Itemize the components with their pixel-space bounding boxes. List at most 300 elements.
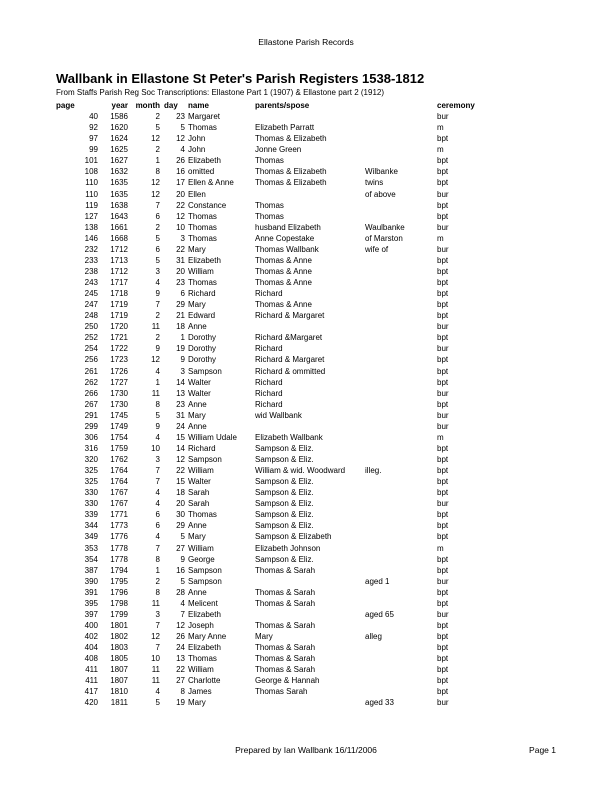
cell-month: 2 [155, 222, 160, 232]
cell-day: 29 [176, 521, 185, 531]
cell-parents [255, 421, 365, 432]
cell-day: 12 [176, 134, 185, 144]
cell-year: 1717 [110, 278, 128, 287]
cell-name: John [188, 145, 206, 155]
cell-year: 1767 [110, 488, 128, 498]
cell-year: 1718 [110, 289, 128, 299]
cell-name: Dorothy [188, 344, 217, 354]
cell-ceremony: bur [437, 189, 449, 199]
table-row [56, 211, 497, 222]
cell-name: Charlotte [188, 676, 221, 686]
cell-name: Sarah [188, 499, 210, 509]
cell-month: 2 [155, 333, 160, 343]
cell-parents: Thomas [255, 211, 284, 221]
cell-name: Anne [188, 322, 207, 332]
cell-month: 9 [155, 421, 160, 431]
cell-note [365, 288, 437, 299]
cell-day: 18 [176, 322, 185, 332]
cell-parents: Richard [255, 377, 283, 387]
cell-parents: Thomas & Sarah [255, 654, 316, 664]
cell-year: 1586 [110, 112, 128, 122]
table-row [56, 133, 497, 144]
cell-name: Elizabeth [188, 156, 221, 166]
table-row [56, 509, 497, 520]
cell-day: 15 [176, 477, 185, 487]
cell-name: John [188, 134, 206, 144]
cell-page: 387 [84, 565, 98, 575]
table-row [56, 487, 497, 498]
cell-parents: Richard &Margaret [255, 333, 323, 343]
cell-ceremony: bpt [437, 587, 449, 597]
cell-day: 3 [180, 233, 185, 243]
cell-parents [255, 189, 365, 200]
cell-name: William [188, 665, 214, 675]
cell-ceremony: bpt [437, 278, 449, 287]
cell-month: 1 [155, 156, 160, 166]
cell-parents [255, 321, 365, 332]
cell-month: 10 [151, 443, 160, 453]
cell-day: 22 [176, 466, 185, 476]
cell-month: 7 [155, 620, 160, 630]
cell-note [365, 111, 437, 122]
cell-name: Walter [188, 388, 211, 398]
cell-year: 1722 [110, 344, 128, 354]
cell-name: Sampson [188, 565, 222, 575]
column-header-notes [365, 100, 437, 111]
cell-year: 1624 [110, 134, 128, 144]
cell-year: 1771 [110, 510, 128, 520]
table-row [56, 122, 497, 133]
cell-parents [255, 609, 365, 620]
cell-page: 402 [84, 632, 98, 641]
cell-name: Sampson [188, 576, 222, 586]
cell-parents: wid Wallbank [255, 410, 302, 420]
cell-day: 24 [176, 643, 185, 653]
cell-parents: Thomas & Sarah [255, 620, 316, 630]
cell-parents: Sampson & Eliz. [255, 488, 314, 498]
cell-year: 1764 [110, 477, 128, 487]
cell-ceremony: bur [437, 499, 449, 509]
cell-year: 1776 [110, 532, 128, 542]
cell-day: 10 [176, 222, 185, 232]
cell-month: 12 [151, 632, 160, 641]
cell-page: 261 [84, 366, 98, 376]
cell-month: 6 [155, 211, 160, 221]
cell-name: Joseph [188, 620, 214, 630]
cell-note [365, 277, 437, 288]
cell-note [365, 211, 437, 222]
cell-parents: Thomas & Elizabeth [255, 178, 327, 188]
cell-ceremony: bpt [437, 466, 449, 476]
cell-note [365, 255, 437, 266]
cell-month: 4 [155, 499, 160, 509]
cell-name: Mary [188, 698, 206, 708]
table-row [56, 366, 497, 377]
cell-year: 1627 [110, 156, 128, 166]
table-row [56, 354, 497, 365]
cell-year: 1635 [110, 178, 128, 188]
cell-year: 1759 [110, 443, 128, 453]
cell-ceremony: bpt [437, 377, 449, 387]
cell-year: 1803 [110, 643, 128, 653]
cell-ceremony: bpt [437, 521, 449, 531]
cell-name: Thomas [188, 654, 217, 664]
cell-note [365, 686, 437, 697]
cell-parents: Sampson & Eliz. [255, 510, 314, 520]
cell-year: 1778 [110, 554, 128, 564]
cell-ceremony: bpt [437, 687, 449, 697]
cell-day: 13 [176, 388, 185, 398]
table-header-row [56, 100, 497, 111]
cell-month: 7 [155, 466, 160, 476]
cell-note [365, 321, 437, 332]
cell-month: 7 [155, 300, 160, 310]
cell-month: 4 [155, 687, 160, 697]
cell-year: 1764 [110, 466, 128, 476]
cell-month: 7 [155, 543, 160, 553]
cell-name: Sampson [188, 366, 222, 376]
cell-parents [255, 576, 365, 587]
cell-year: 1643 [110, 211, 128, 221]
cell-note: twins [365, 178, 384, 188]
cell-day: 13 [176, 654, 185, 664]
cell-note [365, 354, 437, 365]
cell-page: 252 [84, 333, 98, 343]
cell-page: 404 [84, 643, 98, 653]
cell-page: 325 [84, 466, 98, 476]
table-row [56, 343, 497, 354]
cell-day: 16 [176, 565, 185, 575]
cell-month: 4 [155, 366, 160, 376]
cell-parents: Thomas & Sarah [255, 565, 316, 575]
cell-page: 146 [84, 233, 98, 243]
cell-year: 1745 [110, 410, 128, 420]
table-row [56, 377, 497, 388]
cell-month: 8 [155, 167, 160, 177]
cell-parents: Richard & Margaret [255, 311, 325, 321]
table-row [56, 531, 497, 542]
table-row [56, 321, 497, 332]
cell-ceremony: m [437, 233, 444, 243]
table-row [56, 189, 497, 200]
cell-page: 267 [84, 399, 98, 409]
cell-year: 1721 [110, 333, 128, 343]
cell-page: 110 [85, 178, 98, 188]
cell-day: 26 [176, 632, 185, 641]
cell-note [365, 155, 437, 166]
cell-year: 1801 [110, 620, 128, 630]
cell-note: of above [365, 189, 396, 199]
cell-page: 108 [84, 167, 98, 177]
cell-day: 3 [180, 366, 185, 376]
cell-ceremony: bur [437, 410, 449, 420]
cell-day: 22 [176, 665, 185, 675]
cell-month: 12 [151, 355, 160, 365]
cell-day: 27 [176, 676, 185, 686]
table-row [56, 310, 497, 321]
cell-page: 420 [84, 698, 98, 708]
cell-note [365, 421, 437, 432]
cell-ceremony: bur [437, 322, 449, 332]
cell-parents: Richard & Margaret [255, 355, 325, 365]
cell-page: 325 [84, 477, 98, 487]
cell-ceremony: bpt [437, 200, 449, 210]
cell-ceremony: bpt [437, 565, 449, 575]
cell-parents: Thomas [255, 156, 284, 166]
cell-month: 8 [155, 554, 160, 564]
cell-note [365, 144, 437, 155]
cell-name: William [188, 266, 214, 276]
cell-name: Ellen & Anne [188, 178, 234, 188]
cell-month: 5 [155, 255, 160, 265]
cell-parents: Thomas & Anne [255, 300, 312, 310]
cell-note: alleg [365, 632, 382, 641]
cell-page: 339 [84, 510, 98, 520]
cell-parents: Thomas Sarah [255, 687, 308, 697]
table-row [56, 543, 497, 554]
cell-month: 4 [155, 278, 160, 287]
cell-note [365, 332, 437, 343]
cell-month: 8 [155, 399, 160, 409]
cell-day: 23 [176, 112, 185, 122]
cell-parents [255, 111, 365, 122]
cell-day: 28 [176, 587, 185, 597]
cell-note [365, 310, 437, 321]
cell-parents: Elizabeth Wallbank [255, 432, 323, 442]
cell-ceremony: bpt [437, 366, 449, 376]
cell-ceremony: bpt [437, 255, 449, 265]
cell-ceremony: bur [437, 112, 449, 122]
column-header-name: name [188, 101, 209, 110]
cell-month: 1 [155, 377, 160, 387]
cell-year: 1632 [110, 167, 128, 177]
table-row [56, 399, 497, 410]
cell-ceremony: bur [437, 698, 449, 708]
cell-day: 12 [176, 620, 185, 630]
cell-day: 1 [180, 333, 185, 343]
cell-year: 1810 [110, 687, 128, 697]
column-header-page: page [56, 101, 75, 110]
table-row [56, 454, 497, 465]
cell-day: 20 [176, 189, 185, 199]
table-row [56, 465, 497, 476]
cell-note: aged 65 [365, 609, 394, 619]
cell-page: 391 [84, 587, 98, 597]
cell-ceremony: bpt [437, 211, 449, 221]
cell-name: William [188, 543, 214, 553]
cell-page: 119 [85, 200, 98, 210]
cell-ceremony: bpt [437, 598, 449, 608]
cell-name: Mary Anne [188, 632, 227, 641]
cell-day: 23 [176, 399, 185, 409]
cell-note: wife of [365, 244, 389, 254]
cell-page: 316 [84, 443, 98, 453]
cell-name: Anne [188, 587, 207, 597]
cell-page: 233 [84, 255, 98, 265]
cell-year: 1712 [110, 266, 128, 276]
cell-name: James [188, 687, 212, 697]
cell-month: 6 [155, 244, 160, 254]
cell-month: 2 [155, 311, 160, 321]
column-header-ceremony: ceremony [437, 101, 475, 110]
cell-name: Thomas [188, 233, 217, 243]
cell-page: 344 [84, 521, 98, 531]
cell-page: 397 [84, 609, 98, 619]
cell-ceremony: bur [437, 609, 449, 619]
cell-day: 8 [180, 687, 185, 697]
cell-name: Thomas [188, 510, 217, 520]
cell-ceremony: bpt [437, 134, 449, 144]
cell-page: 291 [84, 410, 98, 420]
cell-page: 110 [85, 189, 98, 199]
cell-name: Elizabeth [188, 643, 221, 653]
cell-month: 1 [155, 565, 160, 575]
cell-name: Mary [188, 244, 206, 254]
cell-page: 247 [84, 300, 98, 310]
cell-day: 15 [176, 432, 185, 442]
cell-ceremony: bpt [437, 488, 449, 498]
cell-parents: Richard [255, 344, 283, 354]
cell-month: 3 [155, 455, 160, 464]
cell-name: Walter [188, 477, 211, 487]
cell-page: 400 [84, 620, 98, 630]
cell-month: 5 [155, 410, 160, 420]
cell-page: 349 [84, 532, 98, 542]
cell-ceremony: bpt [437, 178, 449, 188]
cell-ceremony: bpt [437, 554, 449, 564]
cell-year: 1730 [110, 399, 128, 409]
column-header-parents: parents/spose [255, 101, 310, 110]
cell-month: 6 [155, 521, 160, 531]
cell-month: 4 [155, 432, 160, 442]
cell-day: 19 [176, 344, 185, 354]
cell-parents: Thomas & Sarah [255, 643, 316, 653]
cell-year: 1730 [110, 388, 128, 398]
cell-year: 1726 [110, 366, 128, 376]
cell-parents: Richard [255, 289, 283, 299]
cell-page: 320 [84, 455, 98, 464]
cell-note [365, 366, 437, 377]
cell-name: Dorothy [188, 355, 217, 365]
cell-year: 1638 [110, 200, 128, 210]
cell-parents: William & wid. Woodward [255, 466, 346, 476]
cell-month: 2 [155, 112, 160, 122]
cell-day: 20 [176, 499, 185, 509]
cell-parents: George & Hannah [255, 676, 320, 686]
cell-page: 40 [89, 112, 98, 122]
cell-page: 243 [84, 278, 98, 287]
cell-year: 1712 [110, 244, 128, 254]
cell-name: George [188, 554, 215, 564]
cell-note [365, 266, 437, 277]
cell-ceremony: bpt [437, 311, 449, 321]
cell-month: 9 [155, 289, 160, 299]
cell-ceremony: bpt [437, 289, 449, 299]
cell-name: Dorothy [188, 333, 217, 343]
cell-page: 262 [84, 377, 98, 387]
table-row [56, 432, 497, 443]
table-row [56, 410, 497, 421]
cell-name: Richard [188, 289, 216, 299]
cell-month: 10 [151, 654, 160, 664]
cell-ceremony: bpt [437, 399, 449, 409]
cell-ceremony: bur [437, 344, 449, 354]
page-header: Ellastone Parish Records [258, 37, 354, 47]
cell-year: 1713 [110, 255, 128, 265]
cell-ceremony: m [437, 123, 444, 133]
cell-month: 5 [155, 233, 160, 243]
table-row [56, 653, 497, 664]
cell-page: 97 [89, 134, 98, 144]
cell-month: 7 [155, 477, 160, 487]
cell-day: 19 [176, 698, 185, 708]
cell-year: 1723 [110, 355, 128, 365]
cell-note [365, 454, 437, 465]
cell-ceremony: bpt [437, 676, 449, 686]
column-header-year: year [111, 101, 128, 110]
cell-year: 1754 [110, 432, 128, 442]
cell-parents: Richard & ommitted [255, 366, 326, 376]
cell-parents: Sampson & Eliz. [255, 477, 314, 487]
table-row [56, 155, 497, 166]
table-row [56, 686, 497, 697]
cell-name: Mary [188, 410, 206, 420]
cell-name: William Udale [188, 432, 237, 442]
table-row [56, 598, 497, 609]
cell-note [365, 531, 437, 542]
table-row [56, 587, 497, 598]
cell-name: Ellen [188, 189, 206, 199]
cell-note [365, 122, 437, 133]
cell-month: 2 [155, 576, 160, 586]
cell-name: Thomas [188, 123, 217, 133]
cell-note [365, 410, 437, 421]
cell-ceremony: bur [437, 576, 449, 586]
cell-day: 26 [176, 156, 185, 166]
cell-ceremony: bur [437, 222, 449, 232]
cell-note [365, 598, 437, 609]
cell-ceremony: bpt [437, 167, 449, 177]
cell-year: 1767 [110, 499, 128, 509]
table-row [56, 388, 497, 399]
cell-page: 330 [84, 488, 98, 498]
cell-name: Anne [188, 421, 207, 431]
cell-day: 17 [176, 178, 185, 188]
table-row [56, 642, 497, 653]
table-row [56, 144, 497, 155]
cell-name: William [188, 466, 214, 476]
cell-page: 408 [84, 654, 98, 664]
cell-parents: Thomas & Anne [255, 278, 312, 287]
cell-note [365, 443, 437, 454]
cell-day: 20 [176, 266, 185, 276]
cell-name: Sampson [188, 455, 222, 464]
cell-day: 22 [176, 200, 185, 210]
cell-month: 11 [151, 322, 160, 332]
cell-day: 18 [176, 488, 185, 498]
cell-month: 12 [151, 189, 160, 199]
cell-name: Margaret [188, 112, 221, 122]
cell-month: 7 [155, 643, 160, 653]
cell-ceremony: bpt [437, 643, 449, 653]
cell-day: 31 [176, 255, 185, 265]
document-subtitle: From Staffs Parish Reg Soc Transcriptions: Ellastone Part 1 (1907) & Ellastone part 2 (1912) [56, 88, 385, 97]
cell-name: Sarah [188, 488, 210, 498]
cell-note [365, 377, 437, 388]
cell-ceremony: bpt [437, 665, 449, 675]
cell-page: 354 [84, 554, 98, 564]
cell-name: Constance [188, 200, 227, 210]
